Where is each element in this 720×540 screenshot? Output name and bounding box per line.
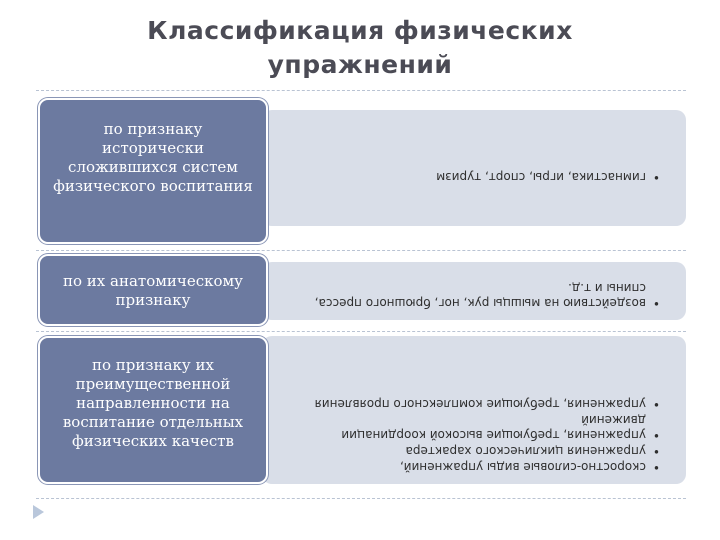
examples-panel — [262, 262, 686, 320]
list-item-text: гимнастика, игры, спорт, туризм — [436, 170, 646, 184]
bullet-icon: • — [652, 296, 660, 310]
slide-title — [60, 14, 660, 82]
category-row — [0, 254, 720, 326]
examples-list — [280, 280, 660, 310]
list-item-text: упражнения, требующие высокой координации движений — [341, 413, 646, 442]
examples-list — [280, 169, 660, 184]
bullet-icon: • — [652, 170, 660, 184]
divider — [36, 90, 686, 91]
divider — [36, 250, 686, 251]
examples-list — [280, 396, 660, 474]
title-line-2: упражнений — [267, 50, 453, 79]
bullet-icon: • — [652, 444, 660, 458]
list-item — [280, 396, 660, 411]
examples-panel — [262, 336, 686, 484]
list-item-text: упражнения циклического характера — [405, 444, 646, 458]
category-row — [0, 98, 720, 244]
list-item — [280, 412, 660, 442]
bullet-icon: • — [652, 397, 660, 411]
list-item — [280, 280, 660, 310]
category-label-box — [38, 254, 268, 326]
list-item-text: упражнения, требующие комплексного проявления — [314, 397, 646, 411]
category-label-box — [38, 336, 268, 484]
title-line-1: Классификация физических — [147, 16, 573, 45]
list-item — [280, 459, 660, 474]
category-label-box — [38, 98, 268, 244]
divider — [36, 498, 686, 499]
list-item-text: воздействию на мышцы рук, ног, брюшного пресса, спины и т.д. — [314, 281, 646, 310]
divider — [36, 331, 686, 332]
category-row — [0, 336, 720, 484]
next-slide-arrow-icon[interactable] — [33, 505, 44, 519]
category-label: по признаку исторически сложившихся систем физического воспитания — [53, 120, 253, 195]
list-item — [280, 443, 660, 458]
category-label: по их анатомическому признаку — [63, 272, 243, 309]
list-item-text: скоростно-силовые виды упражнений, — [399, 460, 646, 474]
bullet-icon: • — [652, 460, 660, 474]
bullet-icon: • — [652, 428, 660, 442]
examples-panel — [262, 110, 686, 226]
list-item — [280, 169, 660, 184]
category-label: по признаку их преимущественной направленности на воспитание отдельных физических качеств — [62, 356, 244, 450]
